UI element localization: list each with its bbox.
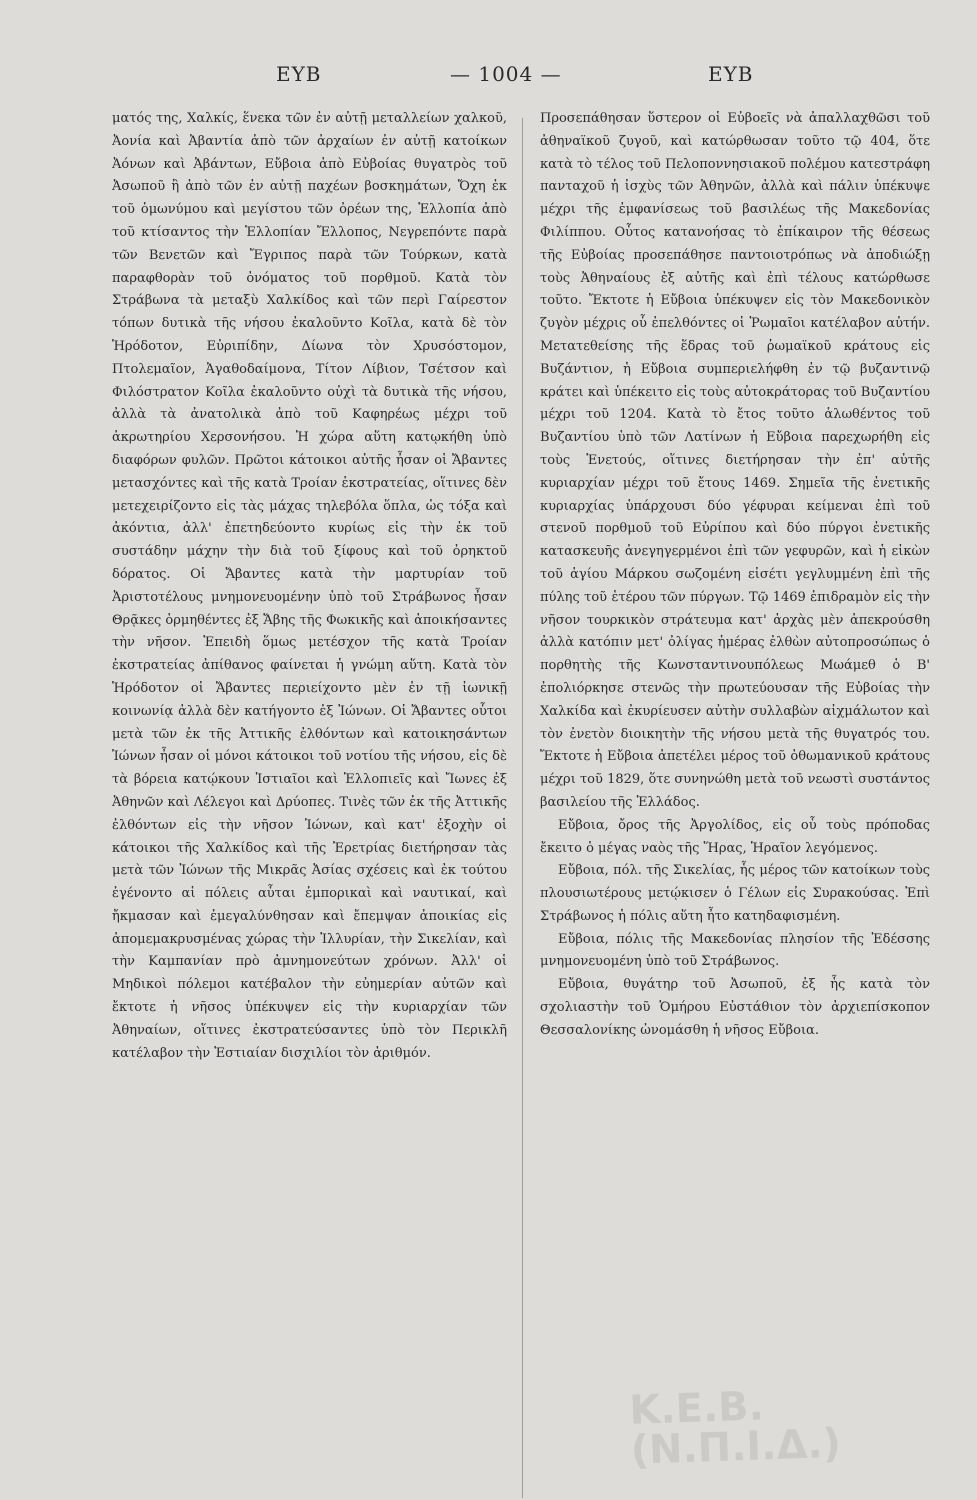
header-right-keyword: ΕΥΒ [708, 62, 754, 86]
page-number: — 1004 — [450, 62, 562, 86]
library-watermark: Κ.Ε.Β. (Ν.Π.Ι.Δ.) [628, 1383, 842, 1474]
right-paragraph-3: Εὔβοια, πόλ. τῆς Σικελίας, ἧς μέρος τῶν κατοίκων τοὺς πλουσιωτέρους μετῴκισεν ὁ Γέλων εἰς Συρακούσας. Ἐπὶ Στράβωνος ἡ πόλις αὕτη ἦτο κατηδαφισμένη. [540, 863, 930, 924]
right-paragraph-1: Προσεπάθησαν ὕστερον οἱ Εὐβοεῖς νὰ ἀπαλλαχθῶσι τοῦ ἀθηναϊκοῦ ζυγοῦ, καὶ κατώρθωσαν τοῦτο τῷ 404, ὅτε κατὰ τὸ τέλος τοῦ Πελοποννησιακοῦ πολέμου κατεστράφη πανταχοῦ ἡ ἰσχὺς τῶν Ἀθηνῶν, ἀλλὰ καὶ πάλιν ὑπέκυψε μέχρι τῆς ἐμφανίσεως τοῦ βασιλέως τῆς Μακεδονίας Φιλίππου. Οὗτος κατανοήσας τὸ ἐπίκαιρον τῆς θέσεως τῆς Εὐβοίας προσεπάθησε παντοιοτρόπως νὰ ἀποδιώξῃ τοὺς Ἀθηναίους ἐξ αὐτῆς καὶ ἐπὶ τέλους κατώρθωσε τοῦτο. Ἔκτοτε ἡ Εὔβοια ὑπέκυψεν εἰς τὸν Μακεδονικὸν ζυγὸν μέχρις οὗ ἐπελθόντες οἱ Ῥωμαῖοι κατέλαβον αὐτήν. Μετατεθείσης τῆς ἕδρας τοῦ ῥωμαϊκοῦ κράτους εἰς Βυζάντιον, ἡ Εὔβοια συμπεριελήφθη ἐν τῷ βυζαντινῷ κράτει καὶ ὑπέκειτο εἰς τοὺς αὐτοκράτορας τοῦ Βυζαντίου μέχρι τοῦ 1204. Κατὰ τὸ ἔτος τοῦτο ἁλωθέντος τοῦ Βυζαντίου ὑπὸ τῶν Λατίνων ἡ Εὔβοια παρεχωρήθη εἰς τοὺς Ἐνετούς, οἵτινες διετήρησαν τὴν ἐπ' αὐτῆς κυριαρχίαν μέχρι τοῦ ἔτους 1469. Σημεῖα τῆς ἐνετικῆς κυριαρχίας ὑπάρχουσι δύο γέφυραι κείμεναι ἐπὶ τοῦ στενοῦ πορθμοῦ τοῦ Εὐρίπου καὶ δύο πύργοι ἐνετικῆς κατασκευῆς ἀνεγηγερμένοι ἐπὶ τῶν γεφυρῶν, καὶ ἡ εἰκὼν τοῦ ἁγίου Μάρκου σωζομένη εἰσέτι γεγλυμμένη ἐπὶ τῆς πύλης τοῦ ἑτέρου τῶν πύργων. Τῷ 1469 ἐπιδραμὸν εἰς τὴν νῆσον τουρκικὸν στράτευμα κατ' ἀρχὰς μὲν ἀπεκρούσθη ἀλλὰ κατόπιν μετ' ὀλίγας ἡμέρας ἐλθὼν αὐτοπροσώπως ὁ πορθητὴς τῆς Κωνσταντινουπόλεως Μωάμεθ ὁ Β' ἐπολιόρκησε στενῶς τὴν πρωτεύουσαν τῆς Εὐβοίας τὴν Χαλκίδα καὶ ἐκυρίευσεν αὐτὴν συλλαβὼν αἰχμάλωτον καὶ τὸν ἐνετὸν διοικητὴν τῆς νήσου μετὰ τῆς θυγατρός του. Ἔκτοτε ἡ Εὔβοια ἀπετέλει μέρος τοῦ ὀθωμανικοῦ κράτους μέχρι τοῦ 1829, ὅτε συνηνώθη μετὰ τοῦ νεωστὶ συστάντος βασιλείου τῆς Ἑλλάδος. [540, 111, 930, 810]
left-column [112, 108, 507, 1065]
right-paragraph-5: Εὔβοια, θυγάτηρ τοῦ Ἀσωποῦ, ἐξ ἧς κατὰ τὸν σχολιαστὴν τοῦ Ὁμήρου Εὐστάθιον τὸν ἀρχιεπίσκοπον Θεσσαλονίκης ὠνομάσθη ἡ νῆσος Εὔβοια. [540, 977, 930, 1038]
column-divider [522, 118, 523, 1498]
right-paragraph-4: Εὔβοια, πόλις τῆς Μακεδονίας πλησίον τῆς Ἐδέσσης μνημονευομένη ὑπὸ τοῦ Στράβωνος. [540, 931, 930, 970]
right-column [540, 108, 930, 1043]
left-paragraph-1: ματός της, Χαλκίς, ἕνεκα τῶν ἐν αὐτῇ μεταλλείων χαλκοῦ, Ἀονία καὶ Ἀβαντία ἀπὸ τῶν ἀρχαίων ἐν αὐτῇ κατοίκων Ἀόνων καὶ Ἀβάντων, Εὔβοια ἀπὸ Εὐβοίας θυγατρὸς τοῦ Ἀσωποῦ ἢ ἀπὸ τῶν ἐν αὐτῇ παχέων βοσκημάτων, Ὄχη ἐκ τοῦ ὁμωνύμου καὶ μεγίστου τῶν ὀρέων της, Ἑλλοπία ἀπὸ τοῦ κτίσαντος τὴν Ἑλλοπίαν Ἔλλοπος, Νεγρεπόντε παρὰ τῶν Βενετῶν καὶ Ἔγριπος παρὰ τῶν Τούρκων, κατὰ παραφθορὰν τοῦ ὀνόματος τοῦ πορθμοῦ. Κατὰ τὸν Στράβωνα τὰ μεταξὺ Χαλκίδος καὶ τῶν περὶ Γαίρεστον τόπων δυτικὰ τῆς νήσου ἐκαλοῦντο Κοῖλα, κατὰ δὲ τὸν Ἡρόδοτον, Εὐριπίδην, Δίωνα τὸν Χρυσόστομον, Πτολεμαῖον, Ἀγαθοδαίμονα, Τίτον Λίβιον, Τσέτσον καὶ Φιλόστρατον Κοῖλα ἐκαλοῦντο οὐχὶ τὰ δυτικὰ τῆς νήσου, ἀλλὰ τὰ ἀνατολικὰ ἀπὸ τοῦ Καφηρέως μέχρι τοῦ ἀκρωτηρίου Χερσονήσου. Ἡ χώρα αὕτη κατῳκήθη ὑπὸ διαφόρων φυλῶν. Πρῶτοι κάτοικοι αὐτῆς ἦσαν οἱ Ἄβαντες μετασχόντες καὶ τῆς κατὰ Τροίαν ἐκστρατείας, οἵτινες δὲν μετεχειρίζοντο εἰς τὰς μάχας τηλεβόλα ὅπλα, ὡς τόξα καὶ ἀκόντια, ἀλλ' ἐπετηδεύοντο κυρίως εἰς τὴν ἐκ τοῦ συστάδην μάχην τὴν διὰ τοῦ ξίφους καὶ τοῦ ὀρηκτοῦ δόρατος. Οἱ Ἄβαντες κατὰ τὴν μαρτυρίαν τοῦ Ἀριστοτέλους μνημονευομένην ὑπὸ τοῦ Στράβωνος ἦσαν Θρᾷκες ὁρμηθέντες ἐξ Ἄβης τῆς Φωκικῆς καὶ ἀποικήσαντες τὴν νῆσον. Ἐπειδὴ ὅμως μετέσχον τῆς κατὰ Τροίαν ἐκστρατείας ἀπίθανος φαίνεται ἡ γνώμη αὕτη. Κατὰ τὸν Ἡρόδοτον οἱ Ἄβαντες περιείχοντο μὲν ἐν τῇ ἰωνικῇ κοινωνίᾳ ἀλλὰ δὲν κατήγοντο ἐξ Ἰώνων. Οἱ Ἄβαντες οὗτοι μετὰ τῶν ἐκ τῆς Ἀττικῆς ἐλθόντων καὶ κατοικησάντων Ἰώνων ἦσαν οἱ μόνοι κάτοικοι τοῦ νοτίου τῆς νήσου, εἰς δὲ τὰ βόρεια κατῴκουν Ἱστιαῖοι καὶ Ἑλλοπιεῖς καὶ Ἴωνες ἐξ Ἀθηνῶν καὶ Λέλεγοι καὶ Δρύοπες. Τινὲς τῶν ἐκ τῆς Ἀττικῆς ἐλθόντων εἰς τὴν νῆσον Ἰώνων, καὶ κατ' ἐξοχὴν οἱ κάτοικοι τῆς Χαλκίδος καὶ τῆς Ἐρετρίας διετήρησαν τὰς μετὰ τῶν Ἰώνων τῆς Μικρᾶς Ἀσίας σχέσεις καὶ ἐκ τούτου ἐγένοντο αἱ πόλεις αὗται ἐμπορικαὶ καὶ ναυτικαί, καὶ ἤκμασαν καὶ ἐμεγαλύνθησαν καὶ ἔπεμψαν ἀποικίας εἰς ἀπομεμακρυσμένας χώρας τὴν Ἰλλυρίαν, τὴν Σικελίαν, καὶ τὴν Καμπανίαν πρὸ ἀμνημονεύτων χρόνων. Ἀλλ' οἱ Μηδικοὶ πόλεμοι κατέβαλον τὴν εὐημερίαν αὐτῶν καὶ ἔκτοτε ἡ νῆσος ὑπέκυψεν εἰς τὴν κυριαρχίαν τῶν Ἀθηναίων, οἵτινες ἐκστρατεύσαντες ὑπὸ τὸν Περικλῆ κατέλαβον τὴν Ἑστιαίαν δισχιλίοι τὸν ἀριθμόν. [112, 111, 507, 1061]
header-left-keyword: ΕΥΒ [276, 62, 322, 86]
page-header [0, 62, 977, 96]
right-paragraph-2: Εὔβοια, ὄρος τῆς Ἀργολίδος, εἰς οὗ τοὺς πρόποδας ἔκειτο ὁ μέγας ναὸς τῆς Ἥρας, Ἡραῖον λεγόμενος. [540, 817, 930, 856]
